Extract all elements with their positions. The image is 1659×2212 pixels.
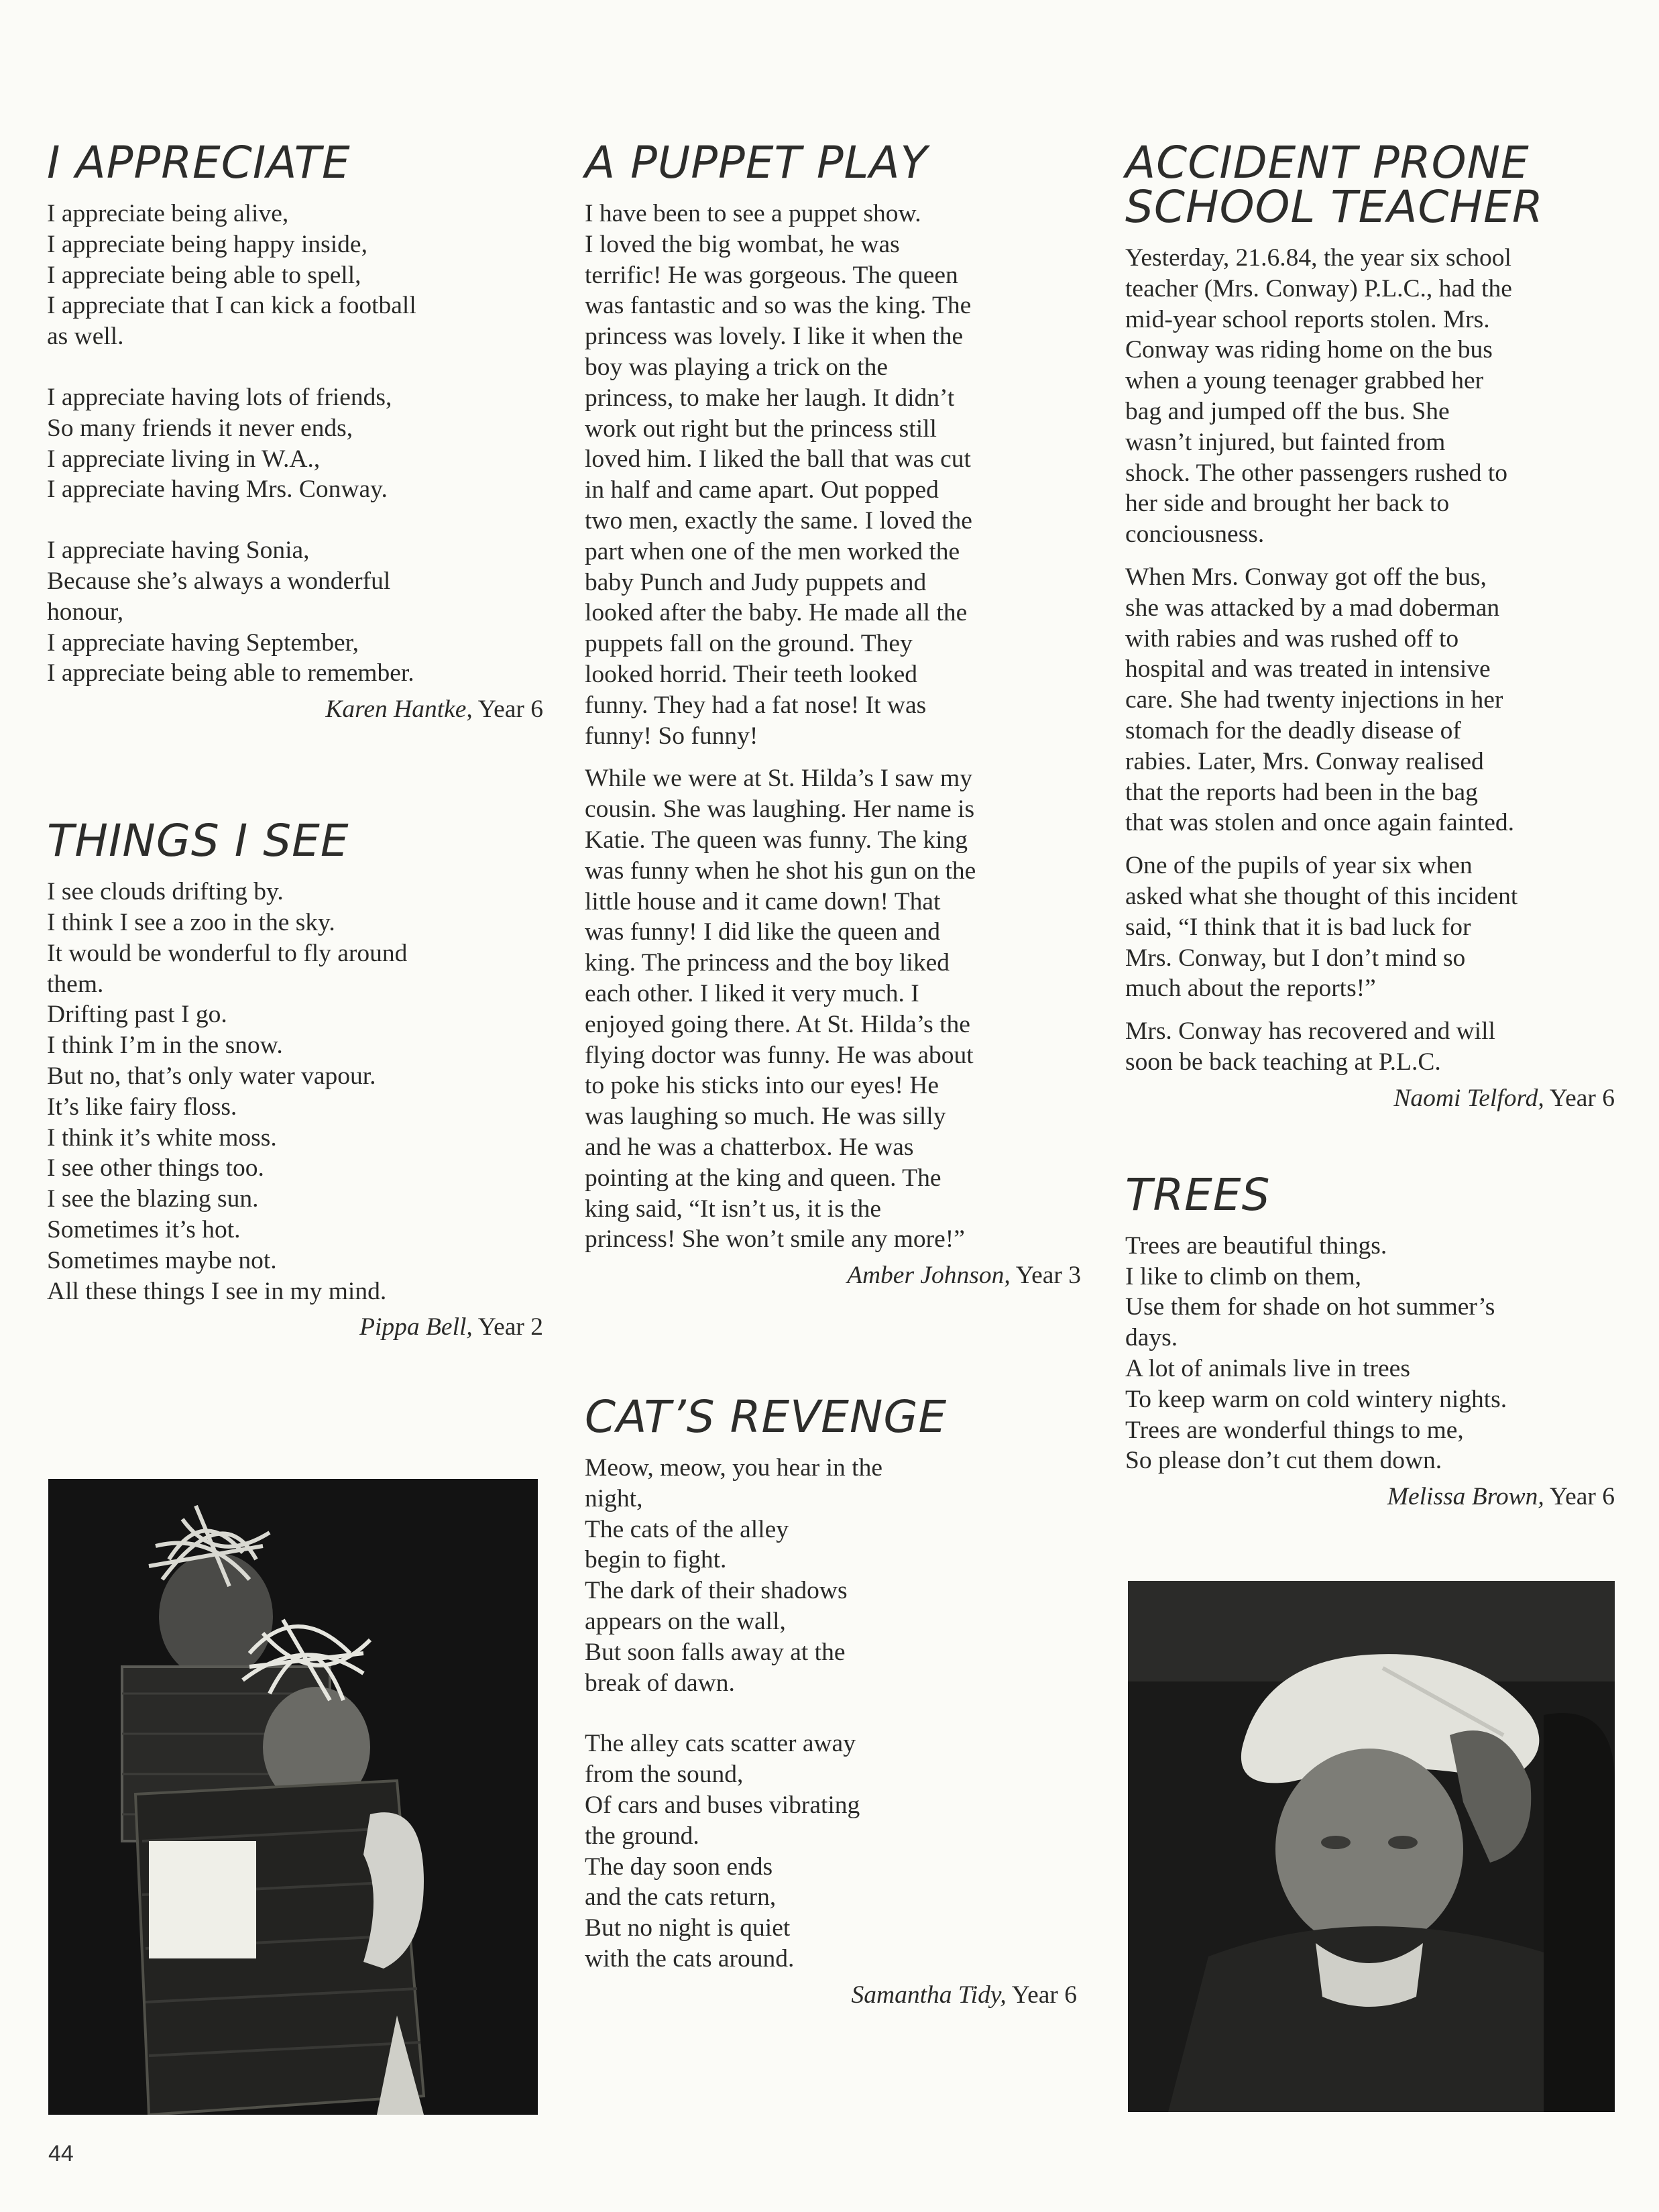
story-line: princess! She won’t smile any more!” [585, 1225, 965, 1254]
author-credit [47, 1312, 543, 1343]
story-line: work out right but the princess still [585, 414, 937, 443]
poem-i-appreciate [47, 137, 543, 725]
story-body [585, 199, 1081, 1255]
author-credit [1125, 1482, 1615, 1512]
story-line: When Mrs. Conway got off the bus, [1125, 563, 1487, 591]
author-year: Year 2 [477, 1313, 543, 1341]
poem-line: and the cats return, [585, 1883, 777, 1912]
poem-line: I appreciate being happy inside, [47, 230, 367, 258]
story-line: in half and came apart. Out popped [585, 476, 939, 504]
author-name: Naomi Telford, [1393, 1084, 1544, 1112]
title-line: ACCIDENT PRONE [1125, 137, 1530, 188]
poem-line: I appreciate having Sonia, [47, 537, 310, 565]
story-puppet-play [585, 137, 1081, 1291]
poem-things-i-see [47, 815, 543, 1343]
poem-line: break of dawn. [585, 1669, 735, 1697]
poem-line: I like to climb on them, [1125, 1262, 1362, 1290]
story-line: was laughing so much. He was silly [585, 1103, 946, 1131]
poem-line: I see other things too. [47, 1154, 264, 1182]
poem-line: I appreciate living in W.A., [47, 445, 321, 473]
story-body [1125, 243, 1615, 1078]
story-line: bag and jumped off the bus. She [1125, 397, 1450, 425]
poem-line: Use them for shade on hot summer’s [1125, 1293, 1495, 1321]
poem-body [47, 199, 543, 689]
poem-line: I see the blazing sun. [47, 1185, 259, 1213]
story-line: that the reports had been in the bag [1125, 778, 1478, 806]
poem-line: them. [47, 970, 104, 998]
author-credit [585, 1260, 1081, 1291]
story-line: when a young teenager grabbed her [1125, 367, 1484, 395]
story-title: A PUPPET PLAY [585, 137, 928, 188]
story-title [1125, 137, 1615, 233]
story-line: king. The princess and the boy liked [585, 949, 950, 977]
story-line: enjoyed going there. At St. Hilda’s the [585, 1010, 970, 1038]
author-name: Amber Johnson, [847, 1262, 1011, 1290]
column-left [47, 137, 543, 1343]
column-right [1125, 137, 1615, 1512]
poem-title: CAT’S REVENGE [585, 1391, 948, 1443]
story-line: hospital and was treated in intensive [1125, 655, 1491, 683]
story-line: two men, exactly the same. I loved the [585, 506, 972, 535]
story-line: terrific! He was gorgeous. The queen [585, 261, 958, 289]
author-year: Year 6 [477, 696, 543, 724]
poem-body [585, 1453, 1081, 1975]
story-line: mid-year school reports stolen. Mrs. [1125, 305, 1490, 333]
poem-line: I think I’m in the snow. [47, 1032, 283, 1060]
poem-line: But soon falls away at the [585, 1638, 846, 1666]
story-line: Katie. The queen was funny. The king [585, 826, 968, 854]
story-line: princess, to make her laugh. It didn’t [585, 384, 955, 412]
poem-line: as well. [47, 323, 124, 351]
poem-line: I appreciate that I can kick a football [47, 292, 416, 320]
story-accident-prone [1125, 137, 1615, 1114]
story-line: with rabies and was rushed off to [1125, 624, 1459, 653]
poem-line: the ground. [585, 1822, 699, 1850]
story-line: asked what she thought of this incident [1125, 882, 1518, 910]
story-line: was fantastic and so was the king. The [585, 292, 972, 320]
story-line: her side and brought her back to [1125, 490, 1450, 518]
poem-line: But no night is quiet [585, 1914, 791, 1942]
poem-cats-revenge [585, 1391, 1081, 2011]
poem-line: days. [1125, 1324, 1178, 1352]
photo-child-white-cap [1128, 1581, 1615, 2112]
story-line: soon be back teaching at P.L.C. [1125, 1048, 1441, 1076]
poem-line: from the sound, [585, 1761, 744, 1789]
story-line: puppets fall on the ground. They [585, 630, 913, 658]
poem-line: I appreciate being able to remember. [47, 659, 414, 687]
poem-line: I appreciate being able to spell, [47, 261, 361, 289]
story-line: shock. The other passengers rushed to [1125, 459, 1508, 487]
story-line: each other. I liked it very much. I [585, 979, 919, 1007]
poem-line: Meow, meow, you hear in the [585, 1454, 882, 1482]
poem-line: I appreciate being alive, [47, 200, 289, 227]
poem-line: honour, [47, 598, 124, 626]
story-line: that was stolen and once again fainted. [1125, 809, 1515, 837]
poem-body [47, 877, 543, 1307]
poem-title: THINGS I SEE [47, 815, 349, 867]
author-credit [47, 694, 543, 725]
poem-line: I appreciate having September, [47, 628, 359, 657]
poem-body [1125, 1231, 1615, 1476]
poem-line: Trees are beautiful things. [1125, 1231, 1387, 1260]
poem-line: Trees are wonderful things to me, [1125, 1416, 1464, 1444]
poem-line: Of cars and buses vibrating [585, 1791, 860, 1820]
poem-line: I think I see a zoo in the sky. [47, 908, 335, 936]
poem-line: night, [585, 1484, 643, 1512]
poem-line: Because she’s always a wonderful [47, 567, 391, 595]
poem-line: The dark of their shadows [585, 1577, 848, 1605]
author-year: Year 6 [1549, 1084, 1615, 1112]
title-line: SCHOOL TEACHER [1125, 181, 1544, 233]
poem-line: So many friends it never ends, [47, 414, 353, 442]
poem-title: TREES [1125, 1168, 1271, 1221]
story-line: baby Punch and Judy puppets and [585, 568, 927, 596]
author-name: Samantha Tidy, [851, 1981, 1007, 2009]
story-line: was funny! I did like the queen and [585, 918, 941, 946]
poem-line: The alley cats scatter away [585, 1730, 856, 1758]
poem-title: I APPRECIATE [47, 137, 351, 188]
story-line: I loved the big wombat, he was [585, 230, 900, 258]
story-line: rabies. Later, Mrs. Conway realised [1125, 747, 1484, 775]
story-line: to poke his sticks into our eyes! He [585, 1072, 939, 1100]
story-line: stomach for the deadly disease of [1125, 716, 1461, 744]
story-line: Yesterday, 21.6.84, the year six school [1125, 244, 1511, 272]
poem-line: begin to fight. [585, 1546, 727, 1574]
poem-line: with the cats around. [585, 1945, 795, 1973]
author-name: Melissa Brown, [1387, 1483, 1544, 1511]
poem-line: Drifting past I go. [47, 1001, 227, 1029]
story-line: care. She had twenty injections in her [1125, 686, 1503, 714]
author-year: Year 3 [1015, 1262, 1081, 1290]
poem-line: I appreciate having lots of friends, [47, 383, 392, 411]
story-line: king said, “It isn’t us, it is the [585, 1195, 881, 1223]
story-line: she was attacked by a mad doberman [1125, 594, 1500, 622]
story-line: loved him. I liked the ball that was cut [585, 445, 971, 474]
poem-line: To keep warm on cold wintery nights. [1125, 1385, 1507, 1413]
page-number: 44 [48, 2141, 74, 2166]
poem-line: I think it’s white moss. [47, 1123, 277, 1152]
story-line: Mrs. Conway, but I don’t mind so [1125, 944, 1466, 972]
story-line: and he was a chatterbox. He was [585, 1133, 914, 1161]
poem-line: It would be wonderful to fly around [47, 939, 408, 967]
poem-line: All these things I see in my mind. [47, 1277, 387, 1305]
author-name: Pippa Bell, [359, 1313, 473, 1341]
story-line: Conway was riding home on the bus [1125, 336, 1493, 364]
poem-line: A lot of animals live in trees [1125, 1354, 1410, 1382]
story-line: looked after the baby. He made all the [585, 599, 968, 627]
story-line: I have been to see a puppet show. [585, 200, 921, 227]
author-year: Year 6 [1549, 1483, 1615, 1511]
column-middle [585, 137, 1081, 2011]
story-line: part when one of the men worked the [585, 537, 960, 565]
story-line: One of the pupils of year six when [1125, 852, 1473, 880]
poem-trees [1125, 1168, 1615, 1512]
story-line: much about the reports!” [1125, 975, 1376, 1003]
story-line: funny. They had a fat nose! It was [585, 691, 927, 719]
story-line: boy was playing a trick on the [585, 353, 888, 381]
poem-line: So please don’t cut them down. [1125, 1447, 1442, 1475]
poem-line: It’s like fairy floss. [47, 1093, 237, 1121]
story-line: funny! So funny! [585, 722, 758, 750]
story-line: said, “I think that it is bad luck for [1125, 913, 1471, 941]
story-line: was funny when he shot his gun on the [585, 856, 976, 885]
story-line: teacher (Mrs. Conway) P.L.C., had the [1125, 274, 1512, 302]
poem-line: I appreciate having Mrs. Conway. [47, 476, 388, 504]
story-line: flying doctor was funny. He was about [585, 1041, 974, 1069]
story-line: conciousness. [1125, 520, 1265, 549]
story-line: While we were at St. Hilda’s I saw my [585, 765, 972, 793]
story-line: little house and it came down! That [585, 887, 941, 916]
poem-line: Sometimes maybe not. [47, 1246, 277, 1274]
author-credit [1125, 1083, 1615, 1114]
story-line: pointing at the king and queen. The [585, 1164, 941, 1192]
author-credit [585, 1980, 1081, 2011]
story-line: princess was lovely. I like it when the [585, 323, 964, 351]
story-line: looked horrid. Their teeth looked [585, 660, 918, 688]
poem-line: But no, that’s only water vapour. [47, 1062, 376, 1090]
story-line: wasn’t injured, but fainted from [1125, 428, 1446, 456]
poem-line: I see clouds drifting by. [47, 878, 284, 906]
story-line: Mrs. Conway has recovered and will [1125, 1017, 1495, 1046]
poem-line: The day soon ends [585, 1852, 773, 1881]
poem-line: appears on the wall, [585, 1608, 786, 1636]
story-line: cousin. She was laughing. Her name is [585, 795, 975, 824]
author-name: Karen Hantke, [325, 696, 473, 724]
poem-line: Sometimes it’s hot. [47, 1215, 241, 1243]
photo-children-costumes [48, 1479, 538, 2115]
poem-line: The cats of the alley [585, 1515, 789, 1543]
author-year: Year 6 [1011, 1981, 1077, 2009]
